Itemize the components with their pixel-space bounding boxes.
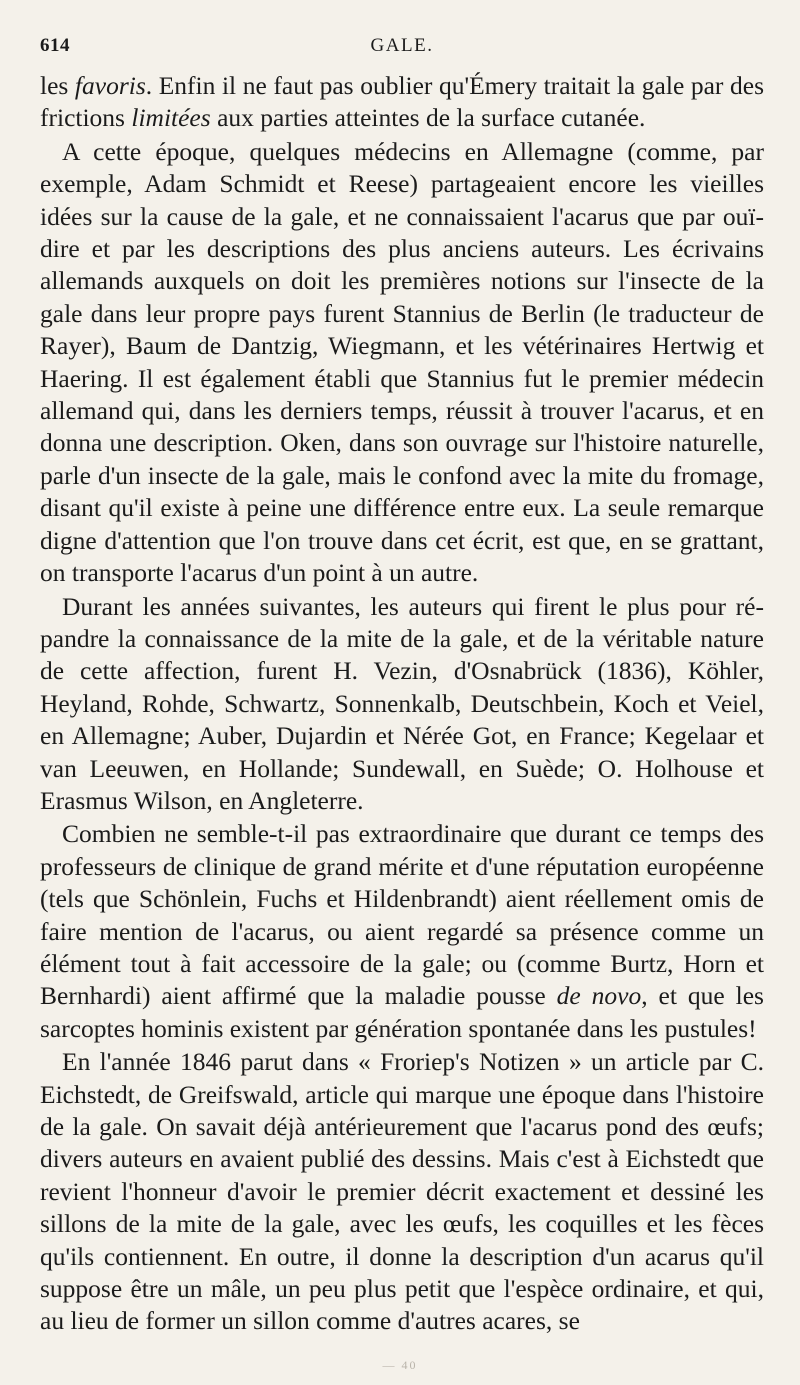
italic-text: limitées bbox=[131, 103, 211, 133]
text-run: . Enfin il ne faut pas oublier qu'Émery traitait la gale par des frictions bbox=[40, 71, 764, 133]
text-run: aux parties atteintes de la surface cutanée. bbox=[210, 103, 646, 133]
italic-text: de novo bbox=[556, 981, 642, 1011]
running-title: GALE. bbox=[370, 35, 434, 56]
paragraph bbox=[40, 818, 764, 1045]
page-number: 614 bbox=[40, 35, 70, 56]
text-run: A cette époque, quelques médecins en Allemagne (comme, par exemple, Adam Schmidt et Reese) partageaient encore les vieilles idées sur la cause de la gale, et ne connaissaient l'acarus que par ouï-dire et par les descriptions des plus anciens auteurs. Les écrivains allemands auxquels on doit les premières notions sur l'insecte de la gale dans leur propre pays furent Stannius de Berlin (le traducteur de Rayer), Baum de Dantzig, Wiegmann, et les vétérinaires Hertwig et Haering. Il est également établi que Stannius fut le premier médecin allemand qui, dans les derniers temps, réussit à trouver l'acarus, et en donna une description. Oken, dans son ouvrage sur l'histoire naturelle, parle d'un insecte de la gale, mais le confond avec la mite du fromage, disant qu'il existe à peine une différence entre eux. La seule remarque digne d'attention que l'on trouve dans cet écrit, est que, en se grattant, on transporte l'acarus d'un point à un autre. bbox=[40, 136, 764, 588]
text-run: Durant les années suivantes, les auteurs qui firent le plus pour répandre la connaissance de la mite de la gale, et de la véritable nature de cette affection, furent H. Vezin, d'Osnabrück (1836), Köhler, Heyland, Rohde, Schwartz, Sonnenkalb, Deutschbein, Koch et Veiel, en Allemagne; Auber, Dujardin et Nérée Got, en France; Kegelaar et van Leeuwen, en Hollande; Sundewall, en Suède; O. Holhouse et Erasmus Wilson, en Angleterre. bbox=[40, 591, 764, 815]
running-head bbox=[40, 30, 764, 60]
body-text bbox=[40, 70, 764, 1338]
text-run: , et que les sarcoptes hominis existent par génération spontanée dans les pustules! bbox=[40, 981, 764, 1043]
paragraph bbox=[40, 136, 764, 590]
text-run: En l'année 1846 parut dans « Froriep's Notizen » un article par C. Eichstedt, de Greifswald, article qui marque une époque dans l'histoire de la gale. On savait déjà antérieurement que l'acarus pond des œufs; divers auteurs en avaient publié des dessins. Mais c'est à Eichstedt que revient l'honneur d'avoir le premier décrit exactement et dessiné les sillons de la mite de la gale, avec les œufs, les coquilles et les fèces qu'ils contiennent. En outre, il donne la description d'un acarus qu'il suppose être un mâle, un peu plus petit que l'espèce ordinaire, et qui, au lieu de former un sillon comme d'autres acares, se bbox=[40, 1047, 764, 1336]
italic-text: favoris bbox=[74, 71, 146, 100]
text-run: les bbox=[40, 71, 75, 100]
paragraph bbox=[40, 1046, 764, 1338]
signature-mark: — 40 bbox=[382, 1357, 418, 1372]
text-run: Combien ne semble-t-il pas extraordinaire que durant ce temps des professeurs de clinique de grand mérite et d'une réputation européenne (tels que Schönlein, Fuchs et Hildenbrandt) aient réellement omis de faire mention de l'acarus, ou aient regardé sa présence comme un élément tout à fait accessoire de la gale; ou (comme Burtz, Horn et Bernhardi) aient affirmé que la maladie pousse bbox=[40, 819, 764, 1011]
paragraph bbox=[40, 591, 764, 818]
paragraph bbox=[40, 70, 764, 135]
